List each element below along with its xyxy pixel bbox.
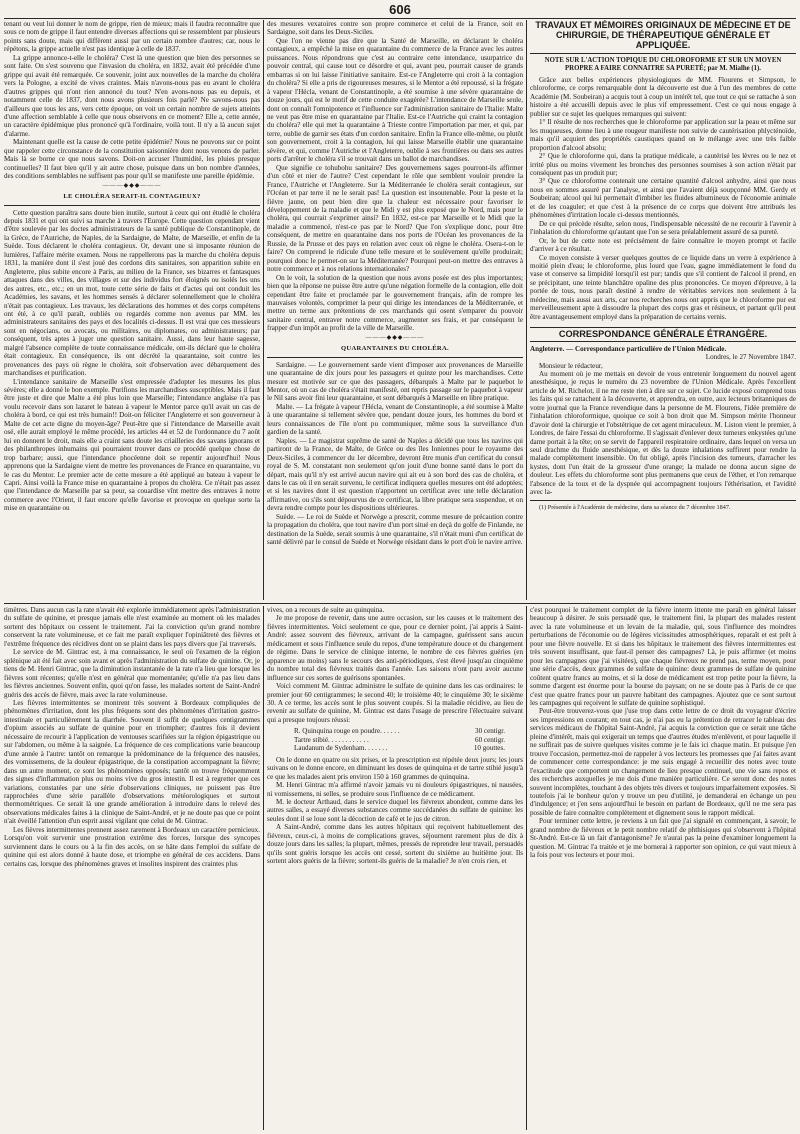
header-rule (4, 18, 796, 19)
paragraph: Le service de M. Gintrac est, à ma connaissance, le seul où l'examen de la région splénique ait été fait avec soin avant et après l'administration du sulfate de quinine. Or, je tiens de M. Henri Gintrac, que la diminution instantanée de la rate n'a lieu que lorsque les fièvres sont récentes; qu'elle n'est en général que momentanée; qu'elle n'a pas lieu dans les fièvres anciennes. Souvent enfin, quoi qu'on fasse, les malades sortent de Saint-André guéris des accès de fièvre, mais avec la rate volumineuse. (4, 648, 260, 699)
column-rule (526, 606, 527, 1130)
salutation: Monsieur le rédacteur, (539, 361, 603, 370)
paragraph: Les fièvres intermittentes se montrent très souvent à Bordeaux compliquées de phénomènes d'irritation, dont les plus fréquens sont des phénomènes d'irritation gastro-intestinale et particulièrement la diarrhée. Souvent il suffit de quelques centigrammes d'opium associés au sulfate de quinine pour en triompher; d'autres fois il devient nécessaire de recourir à l'application de ventouses scarifiées sur la région épigastrique ou sur l'abdomen, ou même à la saignée. La fréquence de ces complications varie beaucoup d'une année à l'autre: tantôt on remarque la prédominance de la fréquence des nausées, des vomissemens, de la douleur épigastrique, de la constipation accompagnant la fièvre; dans un autre moment, ce sont les phénomènes opposés; tantôt on trouve fréquemment des signes d'inflammation plus ou moins vive du gros intestin. Il est à regretter que ces variations, constatées par une série d'observations cliniques, ne puissent pas être rapprochées d'une série parallèle d'observations météorologiques et surtout thermométriques. Ce serait là une grande amélioration à introduire dans le relevé des observations médicales faites à la clinique de Saint-André, et je ne doute pas que ce point n'ait éveillé l'attention d'un esprit aussi vigilant que celui de M. Gintrac. (4, 698, 260, 826)
article-heading: LE CHOLÉRA SERAIT-IL CONTAGIEUX? (63, 193, 201, 201)
page-number: 606 (389, 2, 411, 17)
column-2 (267, 20, 523, 600)
article-heading: QUARANTAINES DU CHOLÉRA. (340, 345, 449, 353)
correspondence-date: Londres, le 27 Novembre 1847. (705, 353, 796, 362)
prescription-line: R. Quinquina rouge en poudre. . . . . . 30 centigr. (294, 727, 505, 736)
paragraph: Suède. — Le roi de Suède et Norwège a prescrit, comme mesure de précaution contre la propagation du choléra, que tout navire d'un port situé en deçà du golfe de Finlande, ne destination de la Suède, serait soumis à une quarantaine, s'il n'était muni d'un certificat de santé délivré par le consul de Suède et Norwège résidant dans le port d'où le navire arrive. (267, 512, 523, 547)
paragraph: c'est pourquoi le traitement complet de la fièvre interm ittente me paraît en général laisser beaucoup à désirer. Je suis persuadé que, le traitement fini, la plupart des malades restent avec la rate volumineuse et un levain de la maladie, qui, sous l'influence des moindres perturbations de l'économie ou de légères vicissitudes atmosphériques, reparaît et est prêt à pour une fièvre nouvelle. Et si dans les hôpitaux le traitement des fièvres intermittentes est très souvent insuffisant, que faut-il penser des campagnes? Là, je puis affirmer (et moins pour les campagnes que j'ai visitées), que chaque fiévreux ne prend pas, terme moyen, pour une série d'accès, deux grammes de sulfate de quinine: deux grammes de sulfate de quinine coûtent quatre francs au moins, et si la dose de médicament est trop petite pour la fièvre, la somme d'argent est énorme pour la bourse du paysan; on ne se doute pas à Paris de ce que c'est que quatre francs pour un pauvre habitant des campagnes. Ajoutez que ce sont surtout les campagnes qui reçoivent le sulfate de quinine sophistiqué. (530, 606, 796, 707)
divider (530, 500, 796, 501)
paragraph: 2° Que le chloroforme qui, dans la pratique médicale, a cautérisé les lèvres ou le nez et irrité plus ou moins vivement les bronches des personnes soumises à son action n'était par conséquent pas un produit pur; (530, 152, 796, 177)
note-title: NOTE SUR L'ACTION TOPIQUE DU CHLOROFORME ET SUR UN MOYEN PROPRE A FAIRE CONNAITRE SA PURETÉ; par M. Mialhe (1). (544, 57, 782, 72)
column-3 (530, 20, 796, 600)
paragraph: On le donne en quatre ou six prises, et la prescription est répétée deux jours; les jours suivans on le donne encore, en diminuant les doses de quinquina et de tartre stibié jusqu'à ce que les malades aient pris environ 150 à 160 grammes de quinquina. (267, 755, 523, 781)
prescription-line: Laudanum de Sydenham. . . . . . . 10 gouttes. (294, 744, 505, 753)
paragraph: Au moment où je me mettais en devoir de vous entretenir longuement du nouvel agent anesthésique, je reçus le numéro du 23 novembre de l'Union Médicale. Après l'excellent article de M. Richelot, il ne me reste rien à dire sur ce sujet. Ce lucide exposé comprend tous les faits qui se rattachent à la découverte, et apprendra, en outre, aux lecteurs britanniques de votre journal que la France revendique dans la personne de M. Flourens, l'idée première de l'inhalation chloroformique, quoique ce soit à bon droit que M. Simpson mérite l'honneur d'avoir doté la chirurgie et l'obstétrique de cet agent miraculeux. M. Liston vient le premier, à Londres, de faire l'essai du chloroforme. Il s'agissait d'enlever deux tumeurs enkystées qu'une dame portait à la tête; on se servit de l'appareil respiratoire ordinaire, dans lequel on versa un seul drachme du fluide anesthésique, et dès la douze inhalations suffirent pour rendre la malade complètement insensible. On fut obligé, après l'incision des tumeurs, d'arracher les kystes, dont l'un était de la grosseur d'une orange; la malade ne donna aucun signe de douleur. Les effets du chloroforme sont plus permanens que ceux de l'éther, et l'on remarque l'absence de la toux et de la dyspnée qui accompagnent toujours l'éthérisation, et l'avidité avec la- (530, 369, 796, 497)
paragraph: M. le docteur Arthaud, dans le service duquel les fiévreux abondent, comme dans les autres salles, a essayé diverses substances comme succédanées du sulfate de quinine: les seules dont il se loue sont la décoction de café et le jus de citron. (267, 797, 523, 823)
column-rule (263, 606, 264, 1130)
paragraph: Je me propose de revenir, dans une autre occasion, sur les causes et le traitement des fièvres intermittentes. Voici seulement ce que, pour ce dernier point, j'ai appris à Saint-André: assez souvent des fiévreux, arrivant de la campagne, guérissent sans aucun médicament et sous l'influence seule du repos, d'une température douce et du changement de régime. Dans le service de clinique interne, le nombre de ces fièvres guéries (en apparence au moins) sans le secours des anti-périodiques, s'est élevé jusqu'au cinquième du nombre total des fiévreux traités dans l'année. Les saisons n'ont paru avoir aucune influence sur ces sortes de guérisons spontanées. (267, 614, 523, 682)
column-rule (526, 20, 527, 600)
column-1 (4, 20, 260, 600)
paragraph: Naples. — Le magistrat suprême de santé de Naples a décidé que tous les navires qui partiront de la France, de Malte, de Grèce ou des îles Ioniennes pour le royaume des Deux-Siciles, à commencer du 1er décembre, devront être munis d'un certificat du consul royal de S. M. constatant non seulement qu'on jouit d'une bonne santé dans le port du départ, mais qu'il n'y est arrivé aucun navire qui ait eu à son bord des cas de choléra, et dans le cas où il en serait survenu, le certificat indiquera quelles mesures ont été adoptées; et si les navires dont il est question n'apportent un certificat avec une telle déclaration affirmative, ou s'ils sont dépourvus de ce certificat, la libre pratique sera suspendue, et on devra rendre compte pour les dispositions ultérieures. (267, 436, 523, 513)
paragraph: De ce qui précède résulte, selon nous, l'indispensable nécessité de ne recourir à l'avenir à l'inhalation du chloroforme qu'autant que l'on se sera préalablement assuré de sa pureté. (530, 219, 796, 237)
paragraph: 1° Il résulte de nos recherches que le chloroforme par application sur la peau et même sur les muqueuses, donne lieu à une rougeur manifeste non suivie de cautérisation phlycténoïde, mais qu'il acquiert des propriétés caustiques quand on le mélange avec une très faible proportion d'alcool absolu; (530, 118, 796, 152)
divider (267, 357, 523, 358)
paragraph: Sardaigne. — Le gouvernement sarde vient d'imposer aux provenances de Marseille une quarantaine de dix jours pour les passagers et quinze pour les marchandises. Cette mesure est motivée sur ce que des passagers, débarqués à Malte par le paquebot le Mentor, où un cas de choléra s'était manifesté, ont repris passage sur le paquebot à vapeur le Nil sans avoir fini leur quarantaine, et sont débarqués à Marseille en libre pratique. (267, 360, 523, 403)
correspondence-heading: Angleterre. — Correspondance particulière de l'Union Médicale. (530, 344, 727, 353)
paragraph: Grâce aux belles expériences physiologiques de MM. Flourens et Simpson, le chloroforme, ce corps remarquable dont la découverte est due à l'un des membres de cette Académie (M. Soubeiran) a acquis tout à coup un intérêt tel, que tout ce qui se rattache à son histoire a été accueilli depuis avec le plus vif empressement. C'est ce qui nous engage à publier sur ce sujet les quelques remarques qui suivent: (530, 76, 796, 118)
paragraph: Que signifie ce tohubohu sanitaire? Des gouvernemens sages pourront-ils affirmer d'un côté et nier de l'autre? C'est cependant le rôle que semblent vouloir prendre la France, l'Autriche et l'Angleterre. Sur la Méditerranée le choléra serait contagieux, sur l'Océan et par terre il ne le serait pas! La question est insoutenable. Pour la peste et la fièvre jaune, on peut bien dire que la chaleur est nécessaire pour favoriser le développement de la maladie et que le Midi y est plus exposé que le Nord, mais pour le choléra, qui courrait s'exprimer ainsi? En 1832, est-ce par Marseille et le Midi que la maladie a commencé, n'est-ce pas par le Nord? Que l'on s'explique donc, pour être conséquent, de mettre en quarantaine dans nos ports de l'Océan les provenances de la Russie, de la Prusse et des pays en relation avec ceux où règne le choléra. Osera-t-on le faire? On comprend le ridicule d'une telle mesure et le soulèvement qu'elle produirait; pourquoi donc le permet-on sur la Méditerranée? Pourquoi peut-on mettre des entraves à notre commerce et à nos relations internationales? (267, 163, 523, 274)
paragraph: vives, on a recours de suite au quinquina. (267, 606, 385, 614)
paragraph: La grippe annonce-t-elle le choléra? C'est là une question que bien des personnes se sont faite. On s'est souvenu que l'invasion du choléra, en 1832, avait été précédée d'une grippe qui avait été remarquée. Ce souvenir, joint aux nouvelles de la marche du choléra vers la Pologne, a excité de vives craintes. Mais n'avons-nous pas eu avant le choléra d'autres grippes qui n'ont rien annoncé du tout? N'en avons-nous pas eu depuis, et notamment celle de 1837, dont nous avons plusieurs fois parlé? Ne savons-nous pas d'ailleurs que tous les ans, vers cette époque, on voit un certain nombre de sujets atteints d'une affection semblable à celle que nous observons en ce moment? Elle a, cette année, un caractère épidémique plus prononcé qu'à l'ordinaire, voilà tout. Il n'y a là aucun sujet d'alarme. (4, 53, 260, 138)
paragraph: M. Henri Gintrac m'a affirmé n'avoir jamais vu ni douleurs épigastriques, ni nausées, ni vomissemens, ni selles, se produire sous l'influence de ce médicament. (267, 781, 523, 798)
column-rule (263, 20, 264, 600)
divider (530, 53, 796, 54)
separator: ———◆◆◆——— (365, 334, 425, 341)
paragraph: Malte. — La frégate à vapeur l'Hécla, venant de Constantinople, a été soumise à Malte à une quarantaine si tellement sévère que, pendant douze jours, les hommes du bord et leurs connaissances de l'île n'ont pu communiquer, même sous la surveillance d'un gardien de la santé. (267, 402, 523, 437)
prescription (267, 727, 523, 752)
footnote: (1) Présentée à l'Académie de médecine, dans sa séance du 7 décembre 1847. (539, 503, 731, 511)
column-4 (4, 606, 260, 1132)
section-title: TRAVAUX ET MÉMOIRES ORIGINAUX DE MÉDECINE ET DE CHIRURGIE, DE THÉRAPEUTIQUE GÉNÉRALE ET APPLIQUÉE. (535, 20, 791, 50)
paragraph: Que l'on ne vienne pas dire que la Santé de Marseille, en déclarant le choléra contagieux, a empêché la mise en quarantaine du commerce de la France avec les autres puissances. Nous répondrons que c'est au contraire cette intendance, usurpatrice du pouvoir central, qui cause tout ce désordre et qui, avant peu, pourrait causer de grands embarras si on lui laisse l'initiative sanitaire. Est-ce l'Angleterre qui croit à la contagion du choléra? Si elle a pris de rigoureuses mesures, si le Mentor a été repoussé, si la frégate à vapeur l'Hécla, venant de Constantinople, a été soumise à une sévère quarantaine de douze jours, qui est le motif de cette conduite exagérée? L'intendance de Marseille seule, dont on connaît l'omnipotence et l'influence sur l'administration sanitaire de l'Italie: Malte ne veut pas être mise en quarantaine par l'Italie. Est-ce l'Autriche qui craint la contagion du choléra? elle qui met la quarantaine à Trieste contre l'importation par mer, et qui, par terre, oublie de garnir ses états d'un cordon sanitaire. Enfin la France elle-même, ou plutôt son gouvernement, croit à la contagion, lui qui laisse Marseille établir une quarantaine sévère, et qui, comme l'Autriche et l'Angleterre, oublie à ses frontières ou dans ses autres ports d'arrêter le choléra s'il se trouvait dans un ballot de marchandises. (267, 36, 523, 164)
separator: ———◆◆◆——— (102, 182, 162, 189)
divider (4, 205, 260, 206)
paragraph: Ce moyen consiste à verser quelques gouttes de ce liquide dans un verre à expérience à moitié plein d'eau; le chloroforme, plus lourd que l'eau, gagne immédiatement le fond du vase et conserve sa limpidité lorsqu'il est pur; tandis que s'il contient de l'alcool il prend, en se précipitant, une teinte blanchâtre opaline des plus prononcées. Ce moyen d'épreuve, à la portée de tous, nous paraît destiné à rendre de véritables services non seulement à la médecine, mais aussi aux arts, car nos recherches nous ont appris que le chloroforme pur est merveilleusement apte à dissoudre la plupart des corps gras et résineux, et partant qu'il peut être avantageusement employé dans la préparation de certains vernis. (530, 253, 796, 321)
column-5 (267, 606, 523, 1132)
paragraph: timètres. Dans aucun cas la rate n'avait été explorée immédiatement après l'administration du sulfate de quinine, et presque jamais elle n'est examinée au moment où les malades sortent des hôpitaux ou cessent le traitement. J'ai la conviction qu'un grand nombre conservent la rate volumineuse, et ce fait me paraît expliquer l'opiniâtreté des fièvres et l'extrême fréquence des récidives dont on se plaint dans les pays divers que j'ai traversés. (4, 606, 260, 648)
paragraph: On le voit, la solution de la question que nous avons posée est des plus importantes; bien que la réponse ne puisse être autre qu'une négation formelle de la contagion, elle doit cependant être faite et proclamée par le gouvernement français, afin de rompre les mauvaises volontés, comprimer la peur qui dirige les intendances de la Méditerranée, et mettre un terme aux prétentions de ces marchands qui osent s'emparer du pouvoir sanitaire central, entraver notre commerce, augmenter ses frais, et par conséquent le frapper d'un impôt au profit de la ville de Marseille. (267, 273, 523, 333)
paragraph: A Saint-André, comme dans les autres hôpitaux qui reçoivent habituellement des fiévreux, ceux-ci, à moins de complications graves, séjournent rarement plus de dix à douze jours dans les salles; la plupart, mêmes, pressés de reprendre leur travail, persuadés qu'ils sont guéris lorsque les accès ont cessé, sortent du sixième au huitième jour. Ils sortent alors guéris de la fièvre; sortent-ils guéris de la maladie? Je n'en crois rien, et (267, 823, 523, 866)
paragraph: des mesures vexatoires contre son propre commerce et celui de la France, soit en Sardaigne, soit dans les Deux-Siciles. (267, 20, 523, 37)
paragraph: Les fièvres intermittentes prennent assez rarement à Bordeaux un caractère pernicieux. Lorsqu'on voit survenir une prostration extrême des forces, lorsque des syncopes surviennent dans le cours ou à la fin des accès, on se hâte dans l'emploi du sulfate de quinine qui est alors donné à haute dose, et triomphe en général de ces accidens. Dans certains cas, lorsque des phénomènes graves et insolites inspirent des craintes plus (4, 825, 260, 868)
paragraph: Or, le but de cette note est précisément de faire connaître le moyen prompt et facile d'arriver à ce résultat. (530, 236, 796, 254)
section-rule (4, 603, 796, 604)
column-6 (530, 606, 796, 1132)
paragraph: Peut-être trouverez-vous que j'use trop dans cette lettre de ce droit du voyageur d'écrire ses impressions en courant; en tout cas, je n'ai pas eu la prétention de retracer le tableau des services médicaux de l'hôpital Saint-André, j'ai acquis la conviction que ce serait une tâche pleine d'intérêt, mais qui exigerait un temps que d'autres études m'enlèvent, et pour laquelle il ne suffirait pas de suivre quelques visites comme je le fais ici chaque matin. Et puisque j'en trouve l'occasion, permettez-moi de rappeler à vos lecteurs les promesses que j'ai faites avant de commencer cette correspondance: je me suis engagé à recueillir des notes avec toute l'exactitude que comportent un changement de lieu presque continuel, une vie sans repos et des recherches auxquelles je me dois d'une manière particulière. Ce seront donc des notes souvent incomplètes, touchant à des objets très divers et toujours imparfaitement exposées. Si toutefois j'ai le bonheur qu'on y trouve un peu d'utilité, je demanderai en échange un peu d'indulgence; et j'en sens aujourd'hui le besoin en parlant de Bordeaux, qu'il ne me sera pas possible de faire connaître complètement et dignement sous le rapport médical. (530, 707, 796, 817)
paragraph: Cette question paraîtra sans doute bien inutile, surtout à ceux qui ont étudié le choléra depuis 1831 et qui ont suivi sa marche à travers l'Europe. Cette question cependant vient d'être soulevée par les doctes administrateurs de la santé publique de Constantinople, de la Grèce, de l'Autriche, de Naples, de la Sardaigne, de Malte, de Marseille, et enfin de la Suède. Tous déclarent le choléra contagieux. Or, devant une si imposante réunion de lumières, l'affaire mérite examen. Nous ne rappellerons pas la marche du choléra depuis 1831, la manière dont il s'est joué des cordons dits sanitaires, son apparition subite en Angleterre, plus subite encore à Paris, au milieu de la France, ses bizarres et fantasques attaques dans des villes, des villages et sur des individus fort éloignés ou isolés les uns des autres, etc., etc.; en un mot, toute cette série de faits et d'actes qui ont conduit les Académies, les savans, et les hommes sensés à déclarer solennellement que le choléra n'était pas contagieux. Les travaux, les déclarations des hommes et des corps compétens ont été, à ce qu'il paraît, oubliés ou regardés comme non avenus par MM. les administrateurs sanitaires des pays et des localités ci-dessus. Il est vrai que ces messieurs sont en négocians, ou avocats, ou militaires, ou diplomates, ou administrateurs; par conséquent, très aptes à juger une question sanitaire. Aussi, dans leur haute sagesse, malgré l'absence complète de toute connaissance médicale, ont-ils déclaré que le choléra était contagieux. En conséquence, ils ont décrété la quarantaine, soit contre les provenances des pays où règne le choléra, soit d'observation avec débarquement des marchandises et purification. (4, 208, 260, 378)
paragraph: tenant ou veut lui donner le nom de grippe, rien de mieux; mais il faudra reconnaître que sous ce nom de grippe il faut entendre diverses affections qui se ressemblent par plusieurs points sans doute, mais qui diffèrent aussi par un certain nombre d'autres; car, nous le répétons, la grippe actuelle n'est pas identique à celle de 1837. (4, 20, 260, 54)
prescription-line: Tartre stibié. . . . . . . . . . . . 60 centigr. (294, 735, 505, 744)
paragraph: Maintenant quelle est la cause de cette petite épidémie? Nous ne pouvons sur ce point que rappeler cette circonstance de la constitution saisonnière dont nous venons de parler. Mais là se borne ce que nous savons. Doit-on accuser l'humidité, les pluies presque continuelles? Il faut bien qu'il y ait autre chose, puisque dans un bon nombre d'années, des conditions semblables ne suffisent pas pour qu'il se manifeste une pareille épidémie. (4, 138, 260, 181)
paragraph: Voici comment M. Gintrac administre le sulfate de quinine dans les cas ordinaires: le premier jour 60 centigrammes; le second 40; le troisième 40; le cinquième 30; le sixième 30. A ce terme, les accès sont le plus souvent coupés. Si la maladie récidive, au lieu de revenir au sulfate de quinine, M. Gintrac est dans l'usage de prescrire l'électuaire suivant qui a presque toujours réussi: (267, 682, 523, 724)
paragraph: 3° Que ce chloroforme contenait une certaine quantité d'alcool anhydre, ainsi que nous nous en sommes assuré par l'analyse, et ainsi que l'avaient déjà soupçonné MM. Gerdy et Soubeiran; alcool qui lui permettait d'imbiber les fluides albumineux de l'économie animale et de les coaguler; et que c'est à la présence de ce corps que doivent être attribués les phénomènes d'irritation locale ci-dessus mentionnés. (530, 177, 796, 220)
paragraph: L'intendance sanitaire de Marseille s'est empressée d'adopter les mesures les plus sévères; elle a donné le bon exemple. Purifions les marchandises susceptibles. Mais il faut être juste et dire que Malte a été plus loin que Marseille; l'intendance anglaise n'a pas voulu recevoir dans son lazaret le bateau à vapeur le Mentor parce qu'il avait un cas de choléra à bord, ce qui est très humain!! Doit-on féliciter l'Angleterre et son gouverneur à Malte de cet acte digne du moyen-âge? Peut-être que si l'intendance de Marseille avait osé, elle aurait employé le même procédé, les articles 44 et 52 de l'ordonnance du 7 août lui en donnent le droit, mais elle a craint sans doute les criailleries des savans ignorans et des philanthropes inhumains qui pourraient trouver dans ce procédé quelque chose de trop barbare; aussi, que l'intendance phocéenne doit se repentir aujourd'hui! Nous apprenons que la Sardaigne vient de mettre les provenances de France en quarantaine, vu le cas du Mentor. Le premier acte de cette mesure a été appliqué au bateau à vapeur le Capri. Ainsi voilà la France mise en quarantaine à propos du choléra. Ce n'était pas assez que l'intendance de Marseille par sa peur, sa couardise vînt mettre des entraves à notre commerce avec l'Orient, il faut encore qu'elle favorise et provoque en quelque sorte la mise en quarantaine ou (4, 377, 260, 513)
paragraph: Pour terminer cette lettre, je reviens à un fait que j'ai signalé en commençant, à savoir, le grand nombre de fiévreux et le petit nombre relatif de phthisiques qui s'observent à l'hôpital St-André. Est-ce là un fait d'antagonisme? Je n'aurai pas la peine d'examiner longuement la question. M. Gintrac l'a traitée et je me bornerai à rapporter son opinion, ce qui vaut mieux à la fois pour vos lecteurs et pour moi. (530, 817, 796, 860)
section-title: CORRESPONDANCE GÉNÉRALE ÉTRANGÈRE. (530, 327, 796, 341)
